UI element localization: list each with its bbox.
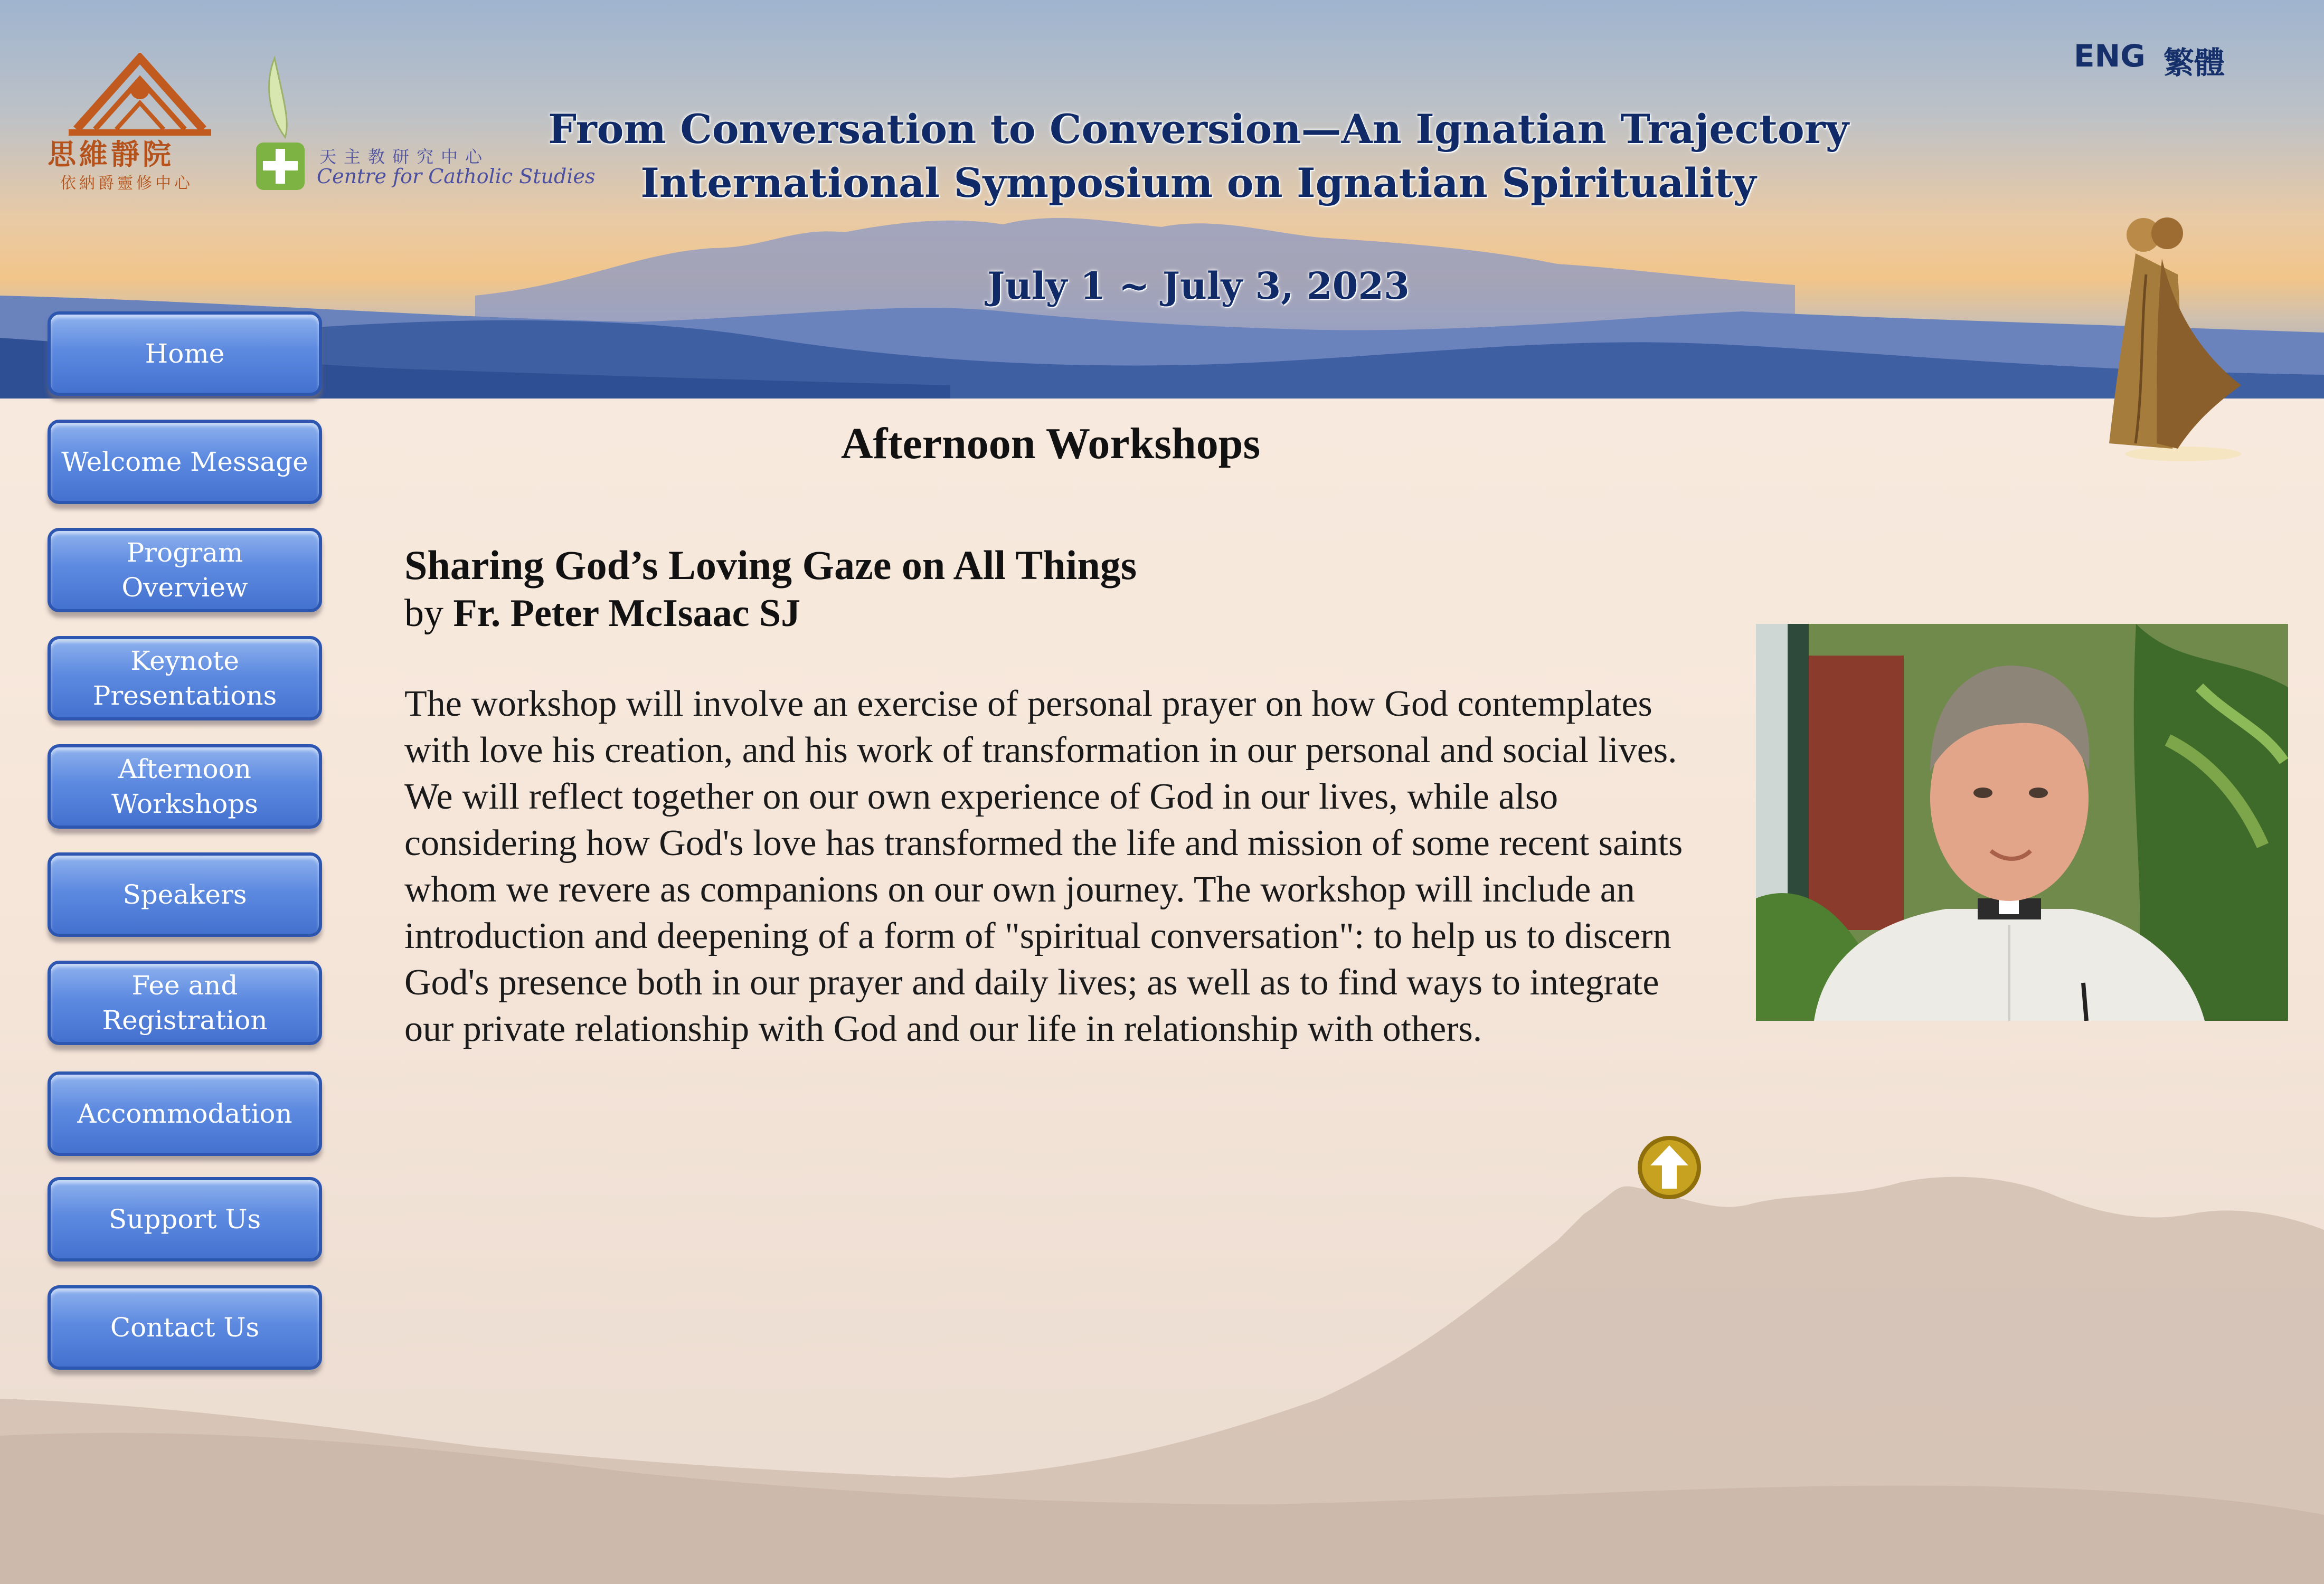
nav-welcome-message-label: Welcome Message [61,447,308,477]
nav-support-us-label: Support Us [108,1204,261,1235]
nav-keynote-presentations-button[interactable] [48,636,322,720]
logo-main-chinese: 思維靜院 [48,137,174,171]
logo-main-subtitle: 依納爵靈修中心 [60,174,193,193]
byline-prefix: by [404,592,443,635]
nav-fee-registration-label: Fee and Registration [102,970,268,1036]
cross-leaf-logo-icon [253,53,317,195]
nav-home-label: Home [145,338,225,369]
nav-contact-us-label: Contact Us [110,1312,260,1343]
nav-welcome-message-button[interactable] [48,420,322,504]
nav-accommodation-label: Accommodation [77,1098,292,1129]
nav-speakers-button[interactable] [48,852,322,937]
page-title: Afternoon Workshops [840,419,1261,468]
nav-afternoon-workshops-button[interactable] [48,744,322,829]
symposium-title: From Conversation to Conversion—An Ignatian Trajectory [548,106,1849,153]
nav-contact-us-button[interactable] [48,1285,322,1370]
walking-figures-illustration [2099,211,2268,464]
nav-keynote-presentations-label: Keynote Presentations [92,646,277,711]
nav-support-us-button[interactable] [48,1177,322,1261]
nav-program-overview-button[interactable] [48,528,322,612]
nav-home-button[interactable] [48,311,322,396]
temple-logo-icon [42,53,238,143]
language-chinese-link[interactable]: 繁體 [2164,45,2225,81]
nav-speakers-label: Speakers [122,879,247,910]
nav-program-overview-label: Program Overview [121,537,248,603]
logo-main[interactable] [42,53,238,195]
back-to-top-button[interactable] [1636,1134,1703,1201]
language-english-link[interactable]: ENG [2074,38,2146,74]
workshop-description: The workshop will involve an exercise of personal prayer on how God contemplates with love his creation, and his work of transformation in our personal and social lives. We will reflect together on our own experience of God in our lives, while also considering how God's love has transformed the life and mission of some recent saints whom we revere as companions on our own journey. The workshop will include an introduction and deepening of a form of "spiritual conversation": to help us to discern God's presence both in our prayer and daily lives; as well as to find ways to integrate our private relationship with God and our life in relationship with others. [404,684,1683,1049]
speaker-name: Fr. Peter McIsaac SJ [453,592,801,635]
logo-ccs-chinese: 天主教研究中心 [319,147,490,167]
nav-accommodation-button[interactable] [48,1071,322,1156]
nav-afternoon-workshops-label: Afternoon Workshops [111,754,258,819]
header-banner [0,0,2324,399]
workshop-title: Sharing God’s Loving Gaze on All Things [404,542,1137,588]
symposium-subtitle: International Symposium on Ignatian Spirituality [640,159,1756,206]
arrow-up-circle-icon [1638,1136,1701,1199]
logo-ccs-english: Centre for Catholic Studies [317,165,596,188]
workshop-byline [404,591,800,636]
nav-fee-registration-button[interactable] [48,961,322,1045]
symposium-dates: July 1 ~ July 3, 2023 [987,264,1410,308]
speaker-photo [1756,624,2288,1021]
